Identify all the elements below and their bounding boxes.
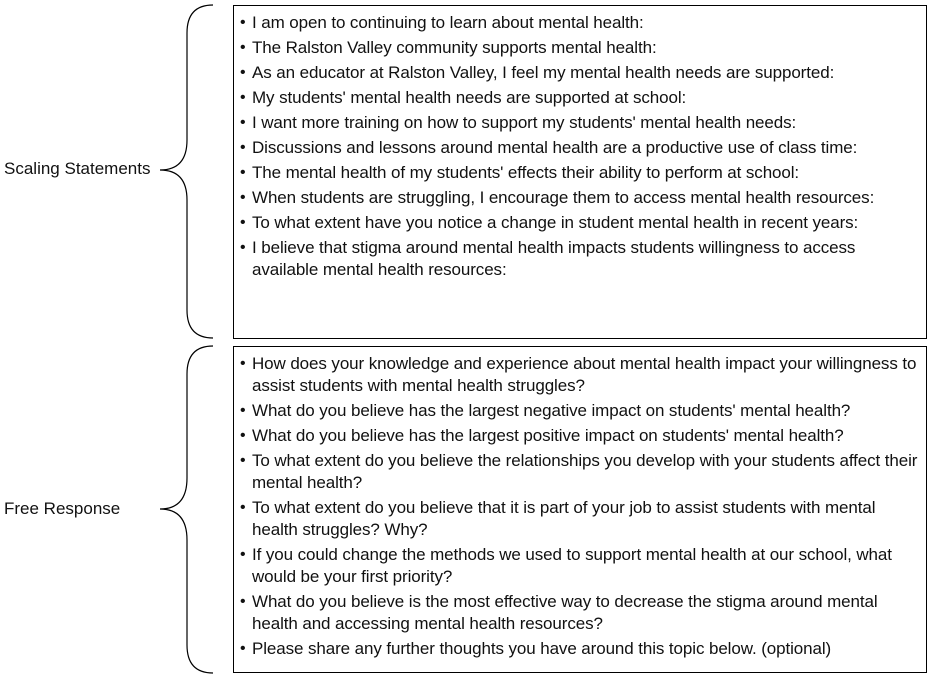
- list-item: • Discussions and lessons around mental health are a productive use of class time:: [240, 137, 920, 159]
- list-item: • The Ralston Valley community supports mental health:: [240, 37, 920, 59]
- list-item: • My students' mental health needs are supported at school:: [240, 87, 920, 109]
- list-item: • The mental health of my students' effects their ability to perform at school:: [240, 162, 920, 184]
- list-item: • What do you believe has the largest negative impact on students' mental health?: [240, 400, 920, 422]
- list-item: • How does your knowledge and experience about mental health impact your willingness to assist students with mental health struggles?: [240, 353, 920, 397]
- list-item: • What do you believe has the largest positive impact on students' mental health?: [240, 425, 920, 447]
- group-label-free-response: Free Response: [4, 499, 121, 518]
- list-item: • As an educator at Ralston Valley, I feel my mental health needs are supported:: [240, 62, 920, 84]
- list-item: • I am open to continuing to learn about mental health:: [240, 12, 920, 34]
- group-label-scaling: Scaling Statements: [4, 159, 151, 178]
- list-item: • Please share any further thoughts you have around this topic below. (optional): [240, 638, 920, 660]
- list-item: • What do you believe is the most effective way to decrease the stigma around mental health and accessing mental health resources?: [240, 591, 920, 635]
- scaling-statements-box: [233, 5, 927, 339]
- list-item: • I want more training on how to support my students' mental health needs:: [240, 112, 920, 134]
- list-item: • To what extent do you believe that it is part of your job to assist students with mental health struggles? Why?: [240, 497, 920, 541]
- free-response-box: [233, 346, 927, 673]
- list-item: • I believe that stigma around mental health impacts students willingness to access available mental health resources:: [240, 237, 920, 281]
- list-item: • To what extent do you believe the relationships you develop with your students affect their mental health?: [240, 450, 920, 494]
- list-item: • When students are struggling, I encourage them to access mental health resources:: [240, 187, 920, 209]
- scaling-statements-list: [234, 6, 926, 281]
- brace-scaling: [160, 5, 213, 338]
- free-response-list: [234, 347, 926, 660]
- brace-free-response: [160, 346, 213, 673]
- list-item: • If you could change the methods we used to support mental health at our school, what would be your first priority?: [240, 544, 920, 588]
- list-item: • To what extent have you notice a change in student mental health in recent years:: [240, 212, 920, 234]
